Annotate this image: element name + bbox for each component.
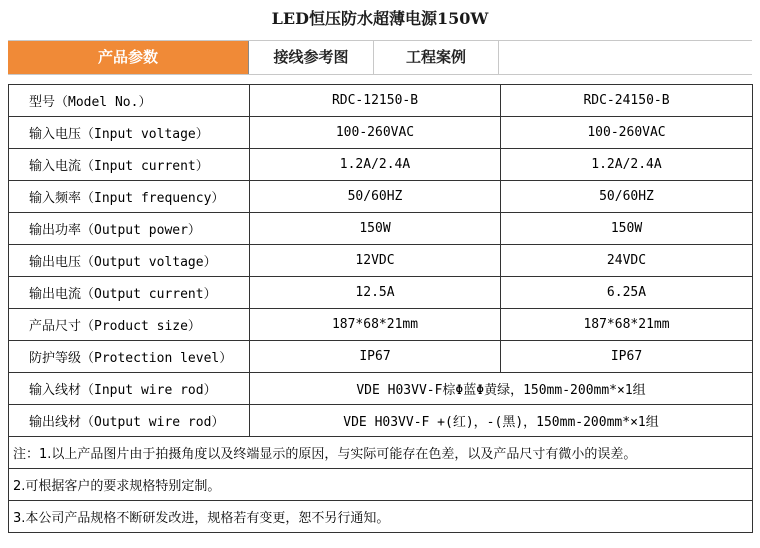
cell-value: 50/60HZ (250, 181, 501, 213)
note-row (9, 501, 753, 533)
cell-value: 1.2A/2.4A (250, 149, 501, 181)
table-row (9, 373, 753, 405)
tab-wiring-diagram[interactable]: 接线参考图 (249, 41, 374, 74)
note-row (9, 469, 753, 501)
cell-value: 100-260VAC (501, 117, 753, 149)
note-text: 3.本公司产品规格不断研发改进，规格若有变更，恕不另行通知。 (9, 501, 753, 533)
cell-value: 24VDC (501, 245, 753, 277)
table-row (9, 277, 753, 309)
row-label: 产品尺寸（Product size） (9, 309, 250, 341)
table-row (9, 341, 753, 373)
row-label: 输入电流（Input current） (9, 149, 250, 181)
cell-value: VDE H03VV-F棕Φ蓝Φ黄绿，150mm-200mm*×1组 (250, 373, 753, 405)
page-title: LED恒压防水超薄电源150W (271, 9, 489, 28)
row-label: 输入线材（Input wire rod） (9, 373, 250, 405)
tab-project-cases[interactable]: 工程案例 (374, 41, 499, 74)
row-label: 防护等级（Protection level） (9, 341, 250, 373)
tab-product-params[interactable]: 产品参数 (8, 41, 249, 74)
cell-value: 100-260VAC (250, 117, 501, 149)
table-row (9, 309, 753, 341)
table-row (9, 85, 753, 117)
table-row (9, 405, 753, 437)
cell-value: RDC-24150-B (501, 85, 753, 117)
table-row (9, 149, 753, 181)
table-row (9, 117, 753, 149)
tab-bar (8, 40, 752, 75)
cell-value: 187*68*21mm (250, 309, 501, 341)
spec-table (8, 84, 753, 533)
row-label: 输入频率（Input frequency） (9, 181, 250, 213)
row-label: 输出电压（Output voltage） (9, 245, 250, 277)
note-text: 2.可根据客户的要求规格特别定制。 (9, 469, 753, 501)
cell-value: RDC-12150-B (250, 85, 501, 117)
row-label: 输出线材（Output wire rod） (9, 405, 250, 437)
row-label: 型号（Model No.） (9, 85, 250, 117)
cell-value: 50/60HZ (501, 181, 753, 213)
cell-value: IP67 (501, 341, 753, 373)
cell-value: 6.25A (501, 277, 753, 309)
row-label: 输出电流（Output current） (9, 277, 250, 309)
table-row (9, 181, 753, 213)
row-label: 输出功率（Output power） (9, 213, 250, 245)
table-row (9, 245, 753, 277)
row-label: 输入电压（Input voltage） (9, 117, 250, 149)
cell-value: 150W (501, 213, 753, 245)
cell-value: 187*68*21mm (501, 309, 753, 341)
cell-value: IP67 (250, 341, 501, 373)
cell-value: VDE H03VV-F +(红)，-(黑)，150mm-200mm*×1组 (250, 405, 753, 437)
cell-value: 150W (250, 213, 501, 245)
cell-value: 12.5A (250, 277, 501, 309)
cell-value: 1.2A/2.4A (501, 149, 753, 181)
cell-value: 12VDC (250, 245, 501, 277)
note-row (9, 437, 753, 469)
note-text: 注：1.以上产品图片由于拍摄角度以及终端显示的原因，与实际可能存在色差，以及产品尺寸有微小的误差。 (9, 437, 753, 469)
table-row (9, 213, 753, 245)
